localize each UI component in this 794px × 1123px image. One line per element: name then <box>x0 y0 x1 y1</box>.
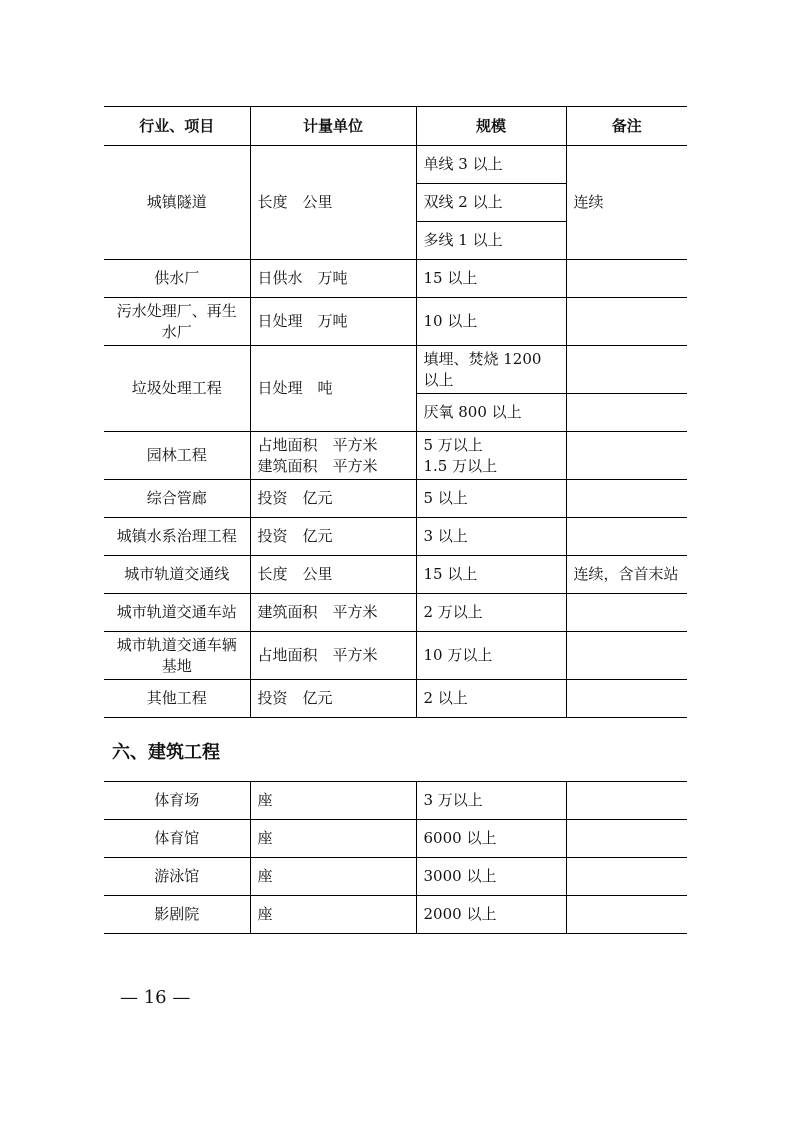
scale-cell: 填埋、焚烧 1200 以上 <box>416 346 566 394</box>
unit-cell: 投资 亿元 <box>250 518 416 556</box>
unit-cell <box>250 432 416 480</box>
note-cell <box>566 632 687 680</box>
header-note: 备注 <box>566 107 687 146</box>
table-row <box>104 298 687 346</box>
note-cell <box>566 298 687 346</box>
unit-cell: 日处理 万吨 <box>250 298 416 346</box>
building-projects-table <box>104 781 687 934</box>
scale-cell: 5 以上 <box>416 480 566 518</box>
project-cell: 污水处理厂、再生水厂 <box>104 298 250 346</box>
unit-cell: 建筑面积 平方米 <box>250 594 416 632</box>
table-row <box>104 632 687 680</box>
note-cell: 连续 <box>566 146 687 260</box>
scale-cell: 双线 2 以上 <box>416 184 566 222</box>
table-row <box>104 346 687 394</box>
unit-cell: 座 <box>250 858 416 896</box>
note-cell <box>566 782 687 820</box>
project-cell: 城市轨道交通车辆基地 <box>104 632 250 680</box>
note-cell <box>566 680 687 718</box>
unit-cell: 占地面积 平方米 <box>250 632 416 680</box>
header-unit: 计量单位 <box>250 107 416 146</box>
note-cell <box>566 432 687 480</box>
table-row <box>104 146 687 184</box>
unit-cell: 日供水 万吨 <box>250 260 416 298</box>
table-row <box>104 782 687 820</box>
scale-cell <box>416 432 566 480</box>
project-cell: 影剧院 <box>104 896 250 934</box>
project-cell: 城镇隧道 <box>104 146 250 260</box>
table-row <box>104 680 687 718</box>
note-cell: 连续，含首末站 <box>566 556 687 594</box>
scale-cell: 15 以上 <box>416 556 566 594</box>
table-row <box>104 518 687 556</box>
unit-cell: 日处理 吨 <box>250 346 416 432</box>
note-cell <box>566 518 687 556</box>
unit-cell: 投资 亿元 <box>250 680 416 718</box>
table-row <box>104 556 687 594</box>
scale-cell: 多线 1 以上 <box>416 222 566 260</box>
unit-cell: 长度 公里 <box>250 146 416 260</box>
project-cell: 供水厂 <box>104 260 250 298</box>
scale-cell: 3 以上 <box>416 518 566 556</box>
note-cell <box>566 820 687 858</box>
page-number: — 16 — <box>120 987 191 1008</box>
header-industry: 行业、项目 <box>104 107 250 146</box>
project-cell: 综合管廊 <box>104 480 250 518</box>
unit-cell: 座 <box>250 896 416 934</box>
municipal-projects-table <box>104 106 687 718</box>
project-cell: 体育场 <box>104 782 250 820</box>
scale-line: 1.5 万以上 <box>423 456 498 475</box>
unit-cell: 座 <box>250 820 416 858</box>
scale-line: 5 万以上 <box>423 435 483 454</box>
table-row <box>104 858 687 896</box>
project-cell: 其他工程 <box>104 680 250 718</box>
unit-cell: 投资 亿元 <box>250 480 416 518</box>
scale-cell: 2 万以上 <box>416 594 566 632</box>
project-cell: 城市轨道交通车站 <box>104 594 250 632</box>
scale-cell: 3000 以上 <box>416 858 566 896</box>
table-row <box>104 896 687 934</box>
project-cell: 城市轨道交通线 <box>104 556 250 594</box>
scale-cell: 3 万以上 <box>416 782 566 820</box>
table-header-row <box>104 107 687 146</box>
note-cell <box>566 594 687 632</box>
project-cell: 垃圾处理工程 <box>104 346 250 432</box>
scale-cell: 10 以上 <box>416 298 566 346</box>
note-cell <box>566 858 687 896</box>
unit-line: 占地面积 平方米 <box>257 435 378 454</box>
unit-line: 建筑面积 平方米 <box>257 456 378 475</box>
project-cell: 城镇水系治理工程 <box>104 518 250 556</box>
unit-cell: 长度 公里 <box>250 556 416 594</box>
scale-cell: 厌氧 800 以上 <box>416 394 566 432</box>
table-row <box>104 594 687 632</box>
table-row <box>104 820 687 858</box>
note-cell <box>566 394 687 432</box>
header-scale: 规模 <box>416 107 566 146</box>
table-row <box>104 432 687 480</box>
note-cell <box>566 260 687 298</box>
unit-cell: 座 <box>250 782 416 820</box>
scale-cell: 15 以上 <box>416 260 566 298</box>
scale-cell: 2 以上 <box>416 680 566 718</box>
project-cell: 游泳馆 <box>104 858 250 896</box>
scale-cell: 单线 3 以上 <box>416 146 566 184</box>
project-cell: 园林工程 <box>104 432 250 480</box>
scale-cell: 6000 以上 <box>416 820 566 858</box>
project-cell: 体育馆 <box>104 820 250 858</box>
note-cell <box>566 346 687 394</box>
section-heading: 六、建筑工程 <box>112 742 220 763</box>
scale-cell: 10 万以上 <box>416 632 566 680</box>
scale-cell: 2000 以上 <box>416 896 566 934</box>
table-row <box>104 260 687 298</box>
note-cell <box>566 896 687 934</box>
table-row <box>104 480 687 518</box>
note-cell <box>566 480 687 518</box>
